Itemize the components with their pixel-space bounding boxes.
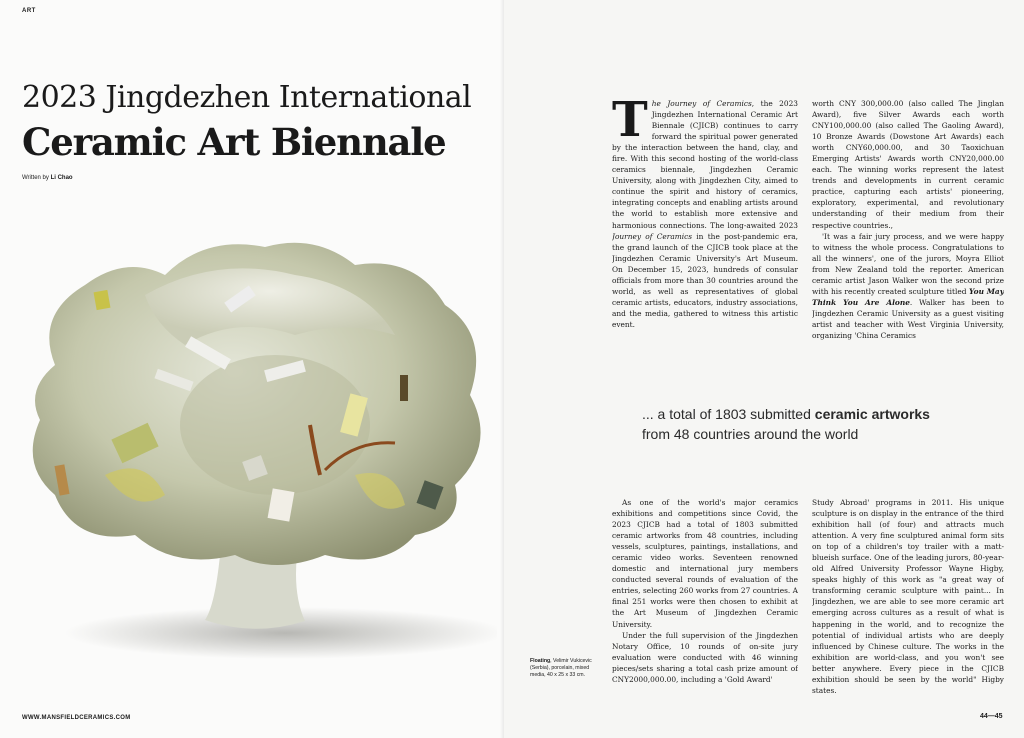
drop-cap: T (612, 98, 648, 148)
page-numbers: 44—45 (980, 713, 1003, 720)
pull-quote-bold: ceramic artworks (814, 406, 930, 422)
paragraph: worth CNY 300,000.00 (also called The Jinglan Award), five Silver Awards each worth CNY100,000.00 (also called The Gaoling Award), 10 Bronze Awards (Dowstone Art Awards) each worth CNY60,000.00, and 30 Taoxichuan Emerging Artists' Awards worth CNY20,000.00 each. The winning works represent the latest trends and developments in current ceramic practice, capturing each artists' pioneering, exploratory, experimental, and revolutionary understanding of their medium from their respective countries., (812, 99, 1004, 230)
byline (22, 175, 73, 181)
footer-url: WWW.MANSFIELDCERAMICS.COM (22, 715, 131, 721)
paragraph (812, 231, 1004, 341)
journey-title-italic: he Journey of Ceramics (651, 99, 752, 108)
paragraph-text-2: in the post-pandemic era, the grand launch of the CJICB took place at the Jingdezhen Ceramic University's Art Museum. On December 15, 2023, hundreds of consular officials from more than 30 countries around the world, as well as representatives of global ceramic artists, educators, industry associations, and the media, gathered to witness this artistic event. (612, 231, 798, 329)
body-column-3 (612, 497, 798, 697)
paragraph: Under the full supervision of the Jingdezhen Notary Office, 10 rounds of on-site jury evaluation were conducted with 46 winning pieces/sets sharing a total cash prize amount of CNY2000,000.00, including a 'Gold Award' (612, 630, 798, 684)
sculpture-photo (15, 225, 497, 665)
photo-caption (530, 658, 592, 679)
pull-quote-line-1 (642, 404, 982, 424)
section-label: ART (22, 8, 36, 14)
left-page (0, 0, 504, 738)
body-column-2 (812, 98, 1004, 356)
artwork-title: You May Think You Are Alone (812, 286, 1004, 307)
paragraph-text: , the 2023 Jingdezhen International Ceramic Art Biennale (CJICB) continues to carry forward the spiritual power generated by the interaction between the hand, clay, and fire. With this second hosting of the world-class ceramics biennale, Jingdezhen Ceramic University, along with Jingdezhen City, aimed to continue the spirit and history of ceramics, integrating concepts and enabling artists around the world to establish more extensive and harmonious connections. The long-awaited 2023 (612, 99, 798, 230)
sculpture-base (205, 555, 305, 629)
byline-author: Li Chao (50, 175, 73, 181)
title-line-1: 2023 Jingdezhen International (22, 80, 472, 115)
pull-quote (642, 404, 982, 444)
paragraph-text: 'It was a fair jury process, and we were happy to witness the whole process. Congratulations to all the winners', one of the jurors, Moyra Elliot from New Zealand told the reporter. American ceramic artist Jason Walker won the second prize with his recently created sculpture titled (812, 231, 1004, 296)
journey-title-italic-2: Journey of Ceramics (612, 231, 693, 241)
pull-quote-line-2: from 48 countries around the world (642, 426, 859, 442)
paragraph: As one of the world's major ceramics exhibitions and competitions since Covid, the 2023 CJICB had a total of 1803 submitted ceramic artworks from 48 countries, including vessels, sculptures, paintings, installations, and ceramic video works. Seventeen renowned domestic and international jury members conducted several rounds of evaluation of the entries, selecting 260 works from 27 countries. A final 251 works were then chosen to exhibit at the Art Museum of Jingdezhen Ceramic University. (612, 498, 798, 629)
caption-title: Floating (530, 658, 551, 664)
byline-prefix: Written by (22, 175, 51, 181)
pull-quote-text: ... a total of 1803 submitted (642, 406, 815, 422)
body-column-1 (612, 98, 798, 356)
paragraph (612, 98, 798, 330)
paragraph: Study Abroad' programs in 2011. His unique sculpture is on display in the entrance of the third exhibition hall (of four) and attracts much attention. A very fine sculptured animal form sits on top of a children's toy trailer with a matt-blueish surface. One of the leading jurors, 80-year-old Alfred University Professor Wayne Higby, speaks highly of this work as "a great way of transforming ceramic sculpture with paint... In Jingdezhen, we are able to see more ceramic art emerging across cultures as a result of what is happening in the world, and to recognize the potential of individual artists who are deeply influenced by Chinese culture. The works in the exhibition are world-class, and you won't see better anywhere. Every piece in the CJICB exhibition should be seen by the world" Higby states. (812, 498, 1004, 695)
sculpture-fin (400, 375, 408, 401)
title-line-2: Ceramic Art Biennale (22, 120, 446, 164)
body-column-4 (812, 497, 1004, 707)
paragraph-text-2: . Walker has been to Jingdezhen Ceramic University as a guest visiting artist and teacher with West Virginia University, organizing 'China Ceramics (812, 297, 1004, 340)
caption-text: , Velimir Vukicevic (Serbia), porcelain, mixed media, 40 x 25 x 33 cm. (530, 658, 592, 678)
